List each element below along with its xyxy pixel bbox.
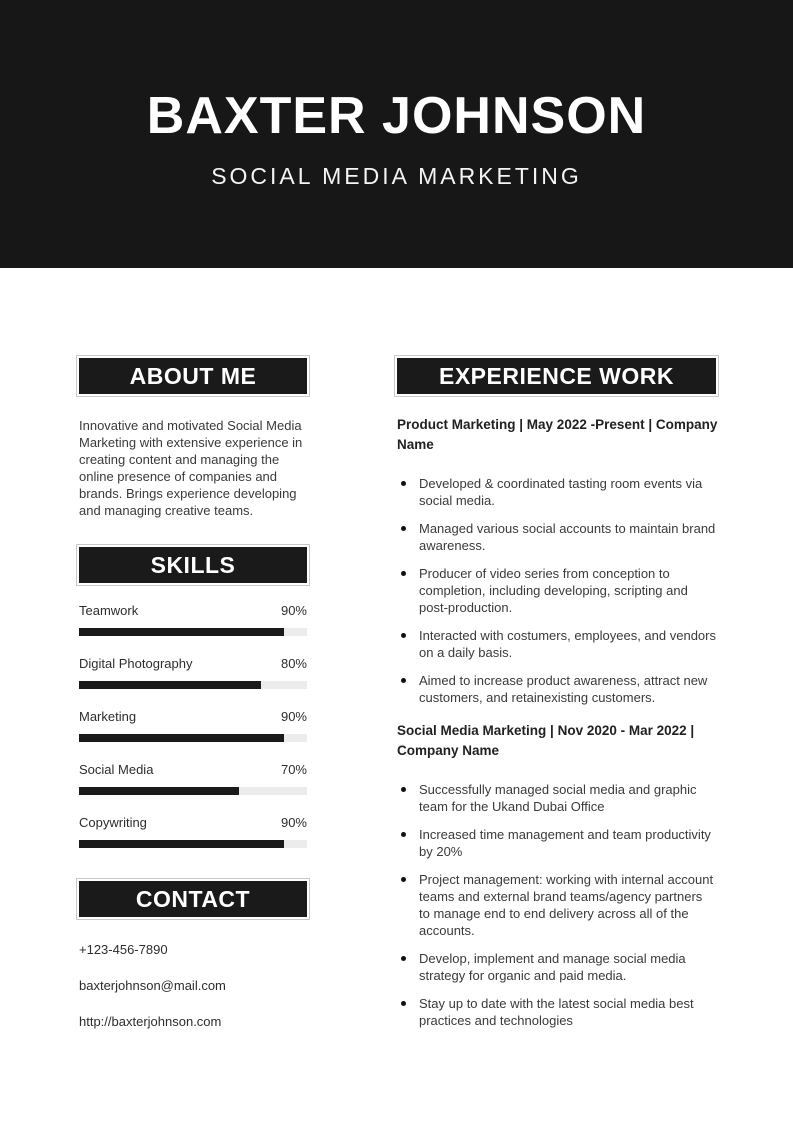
skill-bar bbox=[79, 628, 307, 636]
skill-row bbox=[79, 709, 307, 742]
skill-bar-fill bbox=[79, 628, 284, 636]
skill-bar-fill bbox=[79, 787, 239, 795]
skill-bar-fill bbox=[79, 734, 284, 742]
right-column bbox=[397, 358, 716, 1050]
experience-bullet: Stay up to date with the latest social media best practices and technologies bbox=[397, 995, 716, 1029]
job-bullet-list bbox=[397, 475, 716, 706]
skill-bar bbox=[79, 681, 307, 689]
candidate-role: SOCIAL MEDIA MARKETING bbox=[211, 163, 582, 189]
skill-percent: 90% bbox=[280, 815, 307, 830]
experience-bullet: Successfully managed social media and graphic team for the Ukand Dubai Office bbox=[397, 781, 716, 815]
contact-section-heading: CONTACT bbox=[79, 881, 307, 917]
skill-label: Marketing bbox=[79, 709, 137, 724]
experience-bullet: Managed various social accounts to maintain brand awareness. bbox=[397, 520, 716, 554]
skill-label: Digital Photography bbox=[79, 656, 193, 671]
job-bullet-list bbox=[397, 781, 716, 1029]
job-title: Product Marketing | May 2022 -Present | Company Name bbox=[397, 417, 718, 452]
about-section-heading: ABOUT ME bbox=[79, 358, 307, 394]
experience-bullet: Project management: working with internal account teams and external brand teams/agency partners to manage end to end delivery across all of the accounts. bbox=[397, 871, 716, 939]
experience-bullet: Developed & coordinated tasting room events via social media. bbox=[397, 475, 716, 509]
skill-bar bbox=[79, 840, 307, 848]
skill-bar bbox=[79, 734, 307, 742]
skill-bar-fill bbox=[79, 681, 261, 689]
resume-body bbox=[0, 268, 793, 1050]
contact-item-website: http://baxterjohnson.com bbox=[79, 1014, 222, 1029]
skill-percent: 80% bbox=[280, 656, 307, 671]
skill-row bbox=[79, 603, 307, 636]
experience-bullet: Producer of video series from conception to completion, including developing, scripting and post-production. bbox=[397, 565, 716, 616]
contact-item-phone: +123-456-7890 bbox=[79, 942, 168, 957]
skill-percent: 90% bbox=[280, 709, 307, 724]
skill-bar-fill bbox=[79, 840, 284, 848]
experience-bullet: Increased time management and team productivity by 20% bbox=[397, 826, 716, 860]
contact-list bbox=[79, 942, 307, 1029]
experience-bullet: Interacted with costumers, employees, and vendors on a daily basis. bbox=[397, 627, 716, 661]
skill-row bbox=[79, 762, 307, 795]
skill-label: Copywriting bbox=[79, 815, 147, 830]
skill-percent: 90% bbox=[280, 603, 307, 618]
skill-label: Teamwork bbox=[79, 603, 139, 618]
hero-header bbox=[0, 0, 793, 268]
skill-percent: 70% bbox=[280, 762, 307, 777]
candidate-name: BAXTER JOHNSON bbox=[146, 87, 647, 145]
job-title: Social Media Marketing | Nov 2020 - Mar 2022 | Company Name bbox=[397, 723, 695, 758]
left-column bbox=[79, 358, 307, 1050]
experience-bullet: Develop, implement and manage social media strategy for organic and paid media. bbox=[397, 950, 716, 984]
skill-bar bbox=[79, 787, 307, 795]
skill-row bbox=[79, 656, 307, 689]
skill-label: Social Media bbox=[79, 762, 154, 777]
contact-item-email: baxterjohnson@mail.com bbox=[79, 978, 226, 993]
skills-section-heading: SKILLS bbox=[79, 547, 307, 583]
about-text: Innovative and motivated Social Media Marketing with extensive experience in creating content and managing the online presence of companies and brands. Brings experience developing and managing creative teams. bbox=[79, 418, 303, 518]
skill-row bbox=[79, 815, 307, 848]
experience-bullet: Aimed to increase product awareness, attract new customers, and retainexisting customers. bbox=[397, 672, 716, 706]
experience-section-heading: EXPERIENCE WORK bbox=[397, 358, 716, 394]
